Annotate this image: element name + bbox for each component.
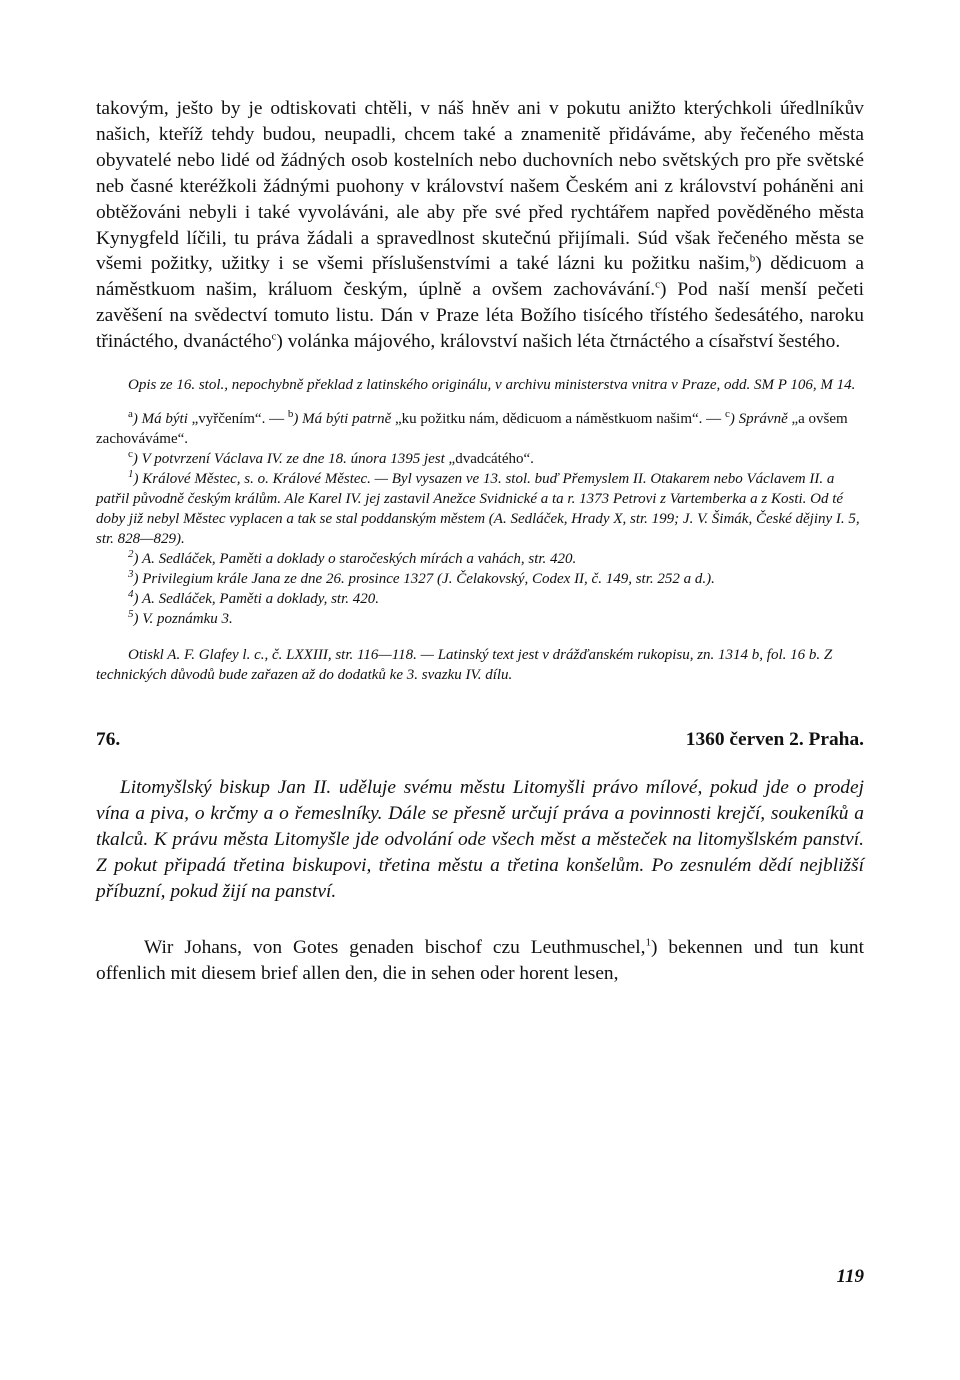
footnote-text: ) Správně xyxy=(729,411,788,428)
page-content xyxy=(96,96,864,987)
footnote-5 xyxy=(96,609,864,629)
footnote-text: ) Má býti patrně xyxy=(293,411,392,428)
footnote-marker: a xyxy=(128,408,133,421)
footnote-ab xyxy=(96,409,864,449)
document-date-place: 1360 červen 2. Praha. xyxy=(685,729,864,751)
regest: Litomyšlský biskup Jan II. uděluje svému městu Litomyšli právo mílové, pokud jde o prodej vína a piva, o krčmy a o řemeslníky. Dále se přesně určují práva a povinnosti krejčí, soukeníků a tkalců. K právu města Litomyšle jde odvolání ode všech měst a městeček na litomyšlském panství. Z pokut připadá třetina biskupovi, třetina městu a třetina konšelům. Po zesnulém dědí nejbližší příbuzní, pokud žijí na panství. xyxy=(96,777,864,903)
german-text xyxy=(96,935,864,987)
document-header xyxy=(96,729,864,751)
source-note: Opis ze 16. stol., nepochybně překlad z latinského originálu, v archivu ministerstva vnitra v Praze, odd. SM P 106, M 14. xyxy=(128,377,856,394)
footnote-3 xyxy=(96,569,864,589)
footnote-text: ) Králové Městec, s. o. Králové Městec. — Byl vysazen ve 13. stol. buď Přemyslem II. Otakarem nebo Václavem II. a patřil původně českým králům. Ale Karel IV. jej zastavil Anežce Svidnické a ta r. 1373 Petrovi z Vartemberka a z Kosti. Od té doby již nebyl Městec vyplacen a tak se stal poddanským městem (A. Sedláček, Hrady X, str. 199; J. V. Šimák, České dějiny I. 5, str. 828—829). xyxy=(96,471,860,548)
footnote-text: ) V. poznámku 3. xyxy=(133,611,233,628)
footnote-ref-b: b xyxy=(749,252,756,265)
main-text-block xyxy=(96,96,864,355)
page-number: 119 xyxy=(836,1266,864,1287)
main-paragraph-text-4: ) volánka májového, království našich léta čtrnáctého a císařství šestého. xyxy=(276,331,841,353)
footnote-text: ) V potvrzení Václava IV. ze dne 18. února 1395 jest xyxy=(132,451,445,468)
footnote-text: „a ovšem zachováváme“. xyxy=(96,411,848,448)
footnotes xyxy=(96,409,864,629)
published-note: Otiskl A. F. Glafey l. c., č. LXXIII, str. 116—118. — Latinský text jest v drážďanském rukopisu, zn. 1314 b, fol. 16 b. Z technických důvodů bude zařazen až do dodatků ke 3. svazku IV. dílu. xyxy=(96,647,833,684)
main-paragraph-text-3: ) Pod naší menší pečeti zavěšení na svědectví tomuto listu. Dán v Praze léta Božího tisícého třístého šedesátého, naroku třináctého, dvanáctého xyxy=(96,279,864,353)
footnote-1 xyxy=(96,469,864,549)
footnote-2 xyxy=(96,549,864,569)
footnote-c2 xyxy=(96,449,864,469)
footnote-marker: 3 xyxy=(128,568,134,581)
footnote-marker: 2 xyxy=(128,548,134,561)
footnote-text: „ku požitku nám, dědicuom a náměstkuom našim“. — xyxy=(391,411,725,428)
footnote-text: „vyřčením“. — xyxy=(187,411,288,428)
footnote-marker: 5 xyxy=(128,608,134,621)
footnote-ref-1: 1 xyxy=(645,936,651,949)
footnote-text: ) Privilegium krále Jana ze dne 26. prosince 1327 (J. Čelakovský, Codex II, č. 149, str. 252 a d.). xyxy=(133,571,715,588)
footnote-ref-c2: c xyxy=(271,330,277,343)
footnote-marker: c xyxy=(724,408,730,421)
footnote-marker: 4 xyxy=(128,588,134,601)
main-paragraph-text: takovým, ješto by je odtiskovati chtěli, v náš hněv ani v pokutu anižto kterýchkoli úředlníkův našich, kteříž tehdy budou, neupadli, chcem také a znamenitě přidáváme, aby řečeného města obyvatelé nebo lidé od žádných osob kostelních nebo duchovních nebo světských pro pře světské neb časné kteréžkoli žádnými puohony v království našem Českém ani z království poháněni ani obtěžováni nebyli i také vyvoláváni, ale aby pře své před rychtářem napřed pověděného města Kynygfeld líčili, tu práva žádali a spravedlnost skutečnú přijímali. Súd však řečeného města se všemi požitky, užitky i se všemi příslušenstvími a také lázni ku požitku našim, xyxy=(96,98,864,275)
german-text-start: Wir Johans, von Gotes genaden bischof czu Leuthmuschel, xyxy=(144,937,646,959)
main-paragraph-text-2: ) dědicuom a náměstkuom našim, králuom českým, úplně a ovšem zachovávání. xyxy=(96,253,864,301)
footnote-marker: b xyxy=(287,408,294,421)
footnote-text: ) A. Sedláček, Paměti a doklady, str. 420. xyxy=(133,591,380,608)
footnote-text: „dvadcátého“. xyxy=(444,451,534,468)
document-number: 76. xyxy=(96,729,121,751)
footnote-marker: 1 xyxy=(128,468,134,481)
footnote-4 xyxy=(96,589,864,609)
footnote-text: ) A. Sedláček, Paměti a doklady o staročeských mírách a vahách, str. 420. xyxy=(133,551,577,568)
footnote-marker: c xyxy=(128,448,133,461)
footnote-ref-c: c xyxy=(655,278,661,291)
german-text-end: ) bekennen und tun kunt offenlich mit diesem brief allen den, die in sehen oder horent lesen, xyxy=(96,937,864,985)
main-paragraph xyxy=(96,96,864,355)
footnote-text: ) Má býti xyxy=(132,411,188,428)
